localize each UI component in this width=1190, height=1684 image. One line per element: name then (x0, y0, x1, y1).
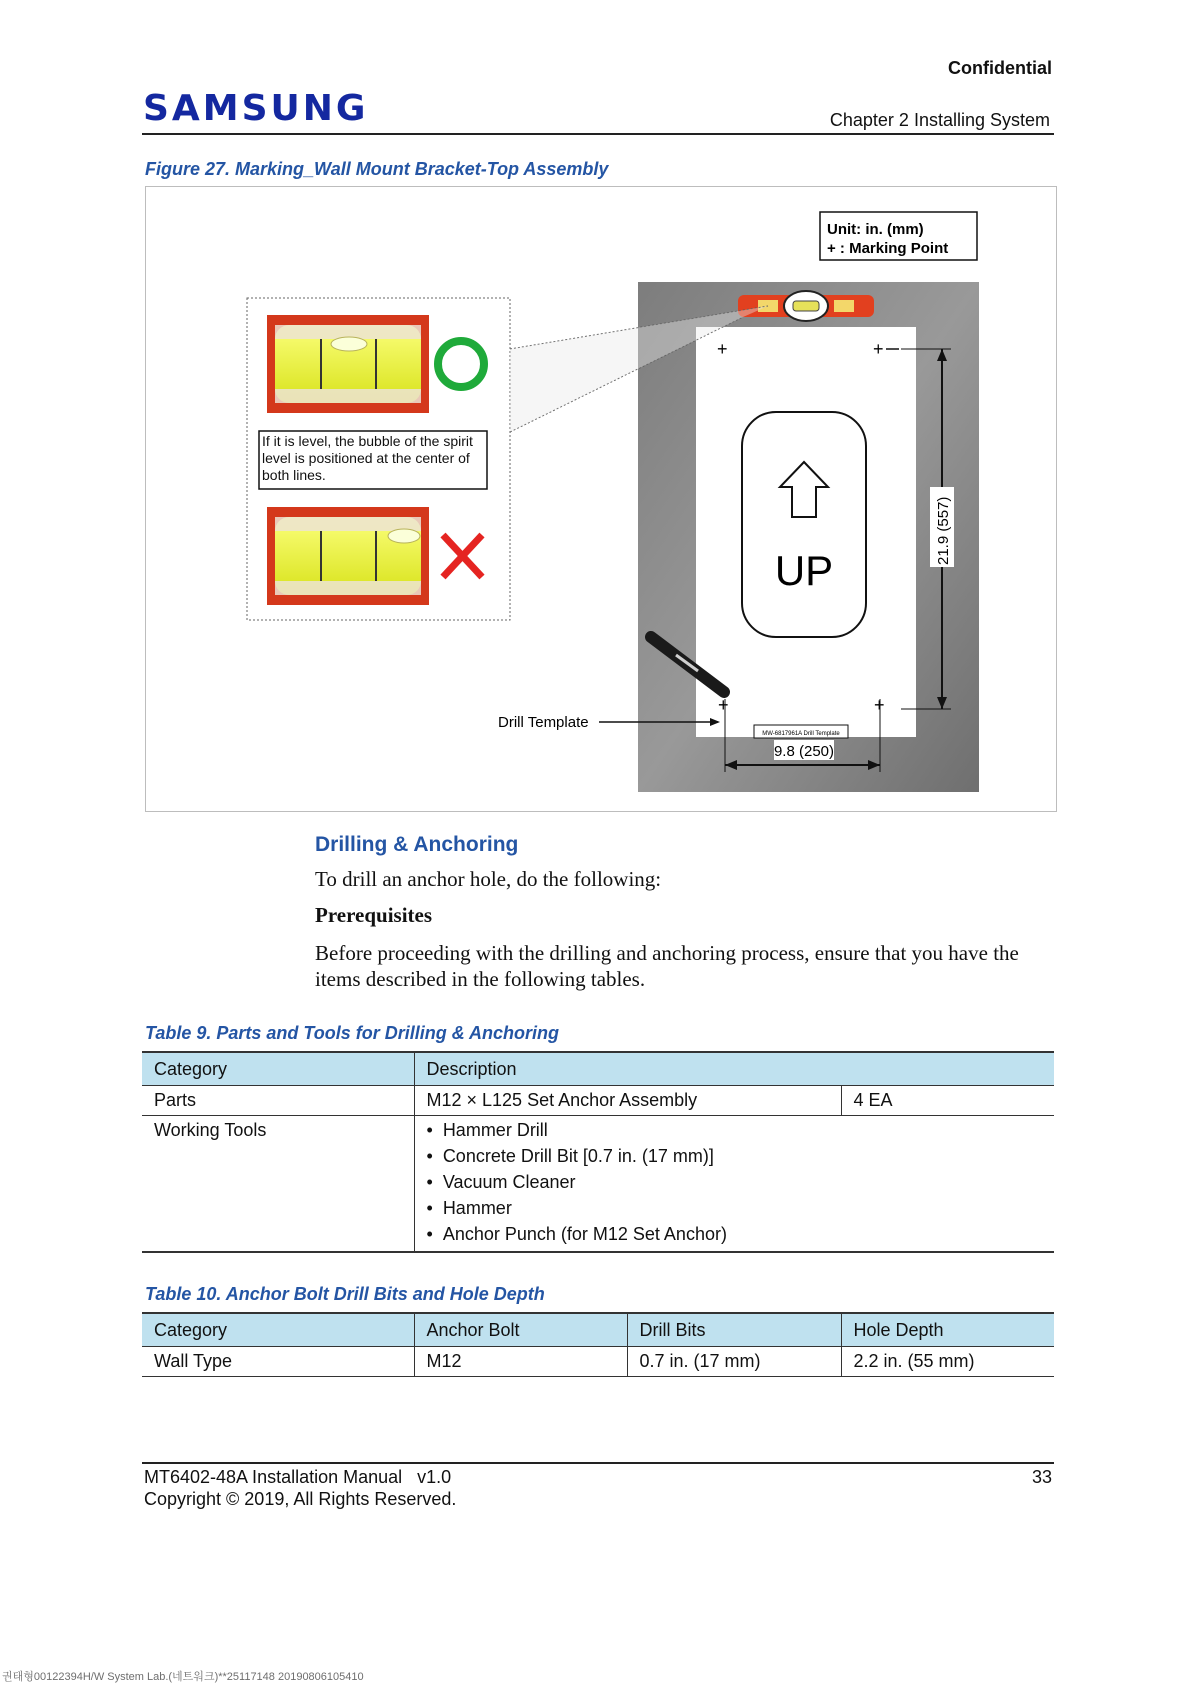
table9-caption: Table 9. Parts and Tools for Drilling & Anchoring (145, 1023, 560, 1043)
svg-text:+: + (718, 695, 729, 715)
table9-tools-category: Working Tools (154, 1120, 267, 1140)
template-tag: MW-6817961A Drill Template (762, 731, 840, 737)
legend-unit: Unit: in. (mm) (827, 221, 924, 238)
page-number: 33 (1031, 1467, 1052, 1487)
samsung-logo: SAMSUNG (143, 88, 369, 129)
drill-template-sheet (696, 327, 916, 737)
table10 (142, 1312, 1054, 1377)
table10-anchor-bolt: M12 (414, 1347, 627, 1377)
up-label: UP (774, 547, 834, 594)
table10-hole-depth: 2.2 in. (55 mm) (841, 1347, 1054, 1377)
svg-text:+: + (873, 339, 884, 359)
table10-header-hole-depth: Hole Depth (841, 1313, 1054, 1347)
table10-caption: Table 10. Anchor Bolt Drill Bits and Hole Depth (145, 1284, 545, 1304)
confidential-label: Confidential (948, 58, 1052, 78)
table9-header-description: Description (414, 1052, 1054, 1086)
prerequisites-heading: Prerequisites (315, 903, 433, 927)
drill-template-label: Drill Template (498, 714, 589, 731)
list-item: • Concrete Drill Bit [0.7 in. (17 mm)] (427, 1143, 1043, 1169)
table9-parts-category: Parts (154, 1090, 197, 1110)
section-intro: To drill an anchor hole, do the following: (315, 867, 662, 891)
figure-caption: Figure 27. Marking_Wall Mount Bracket-Top Assembly (145, 159, 609, 179)
wall-photo (638, 282, 979, 792)
level-incorrect-image (267, 507, 429, 605)
watermark-stamp: 권태형00122394H/W System Lab.(네트워크)**25117148 20190806105410 (2, 1671, 364, 1683)
table10-header-category: Category (142, 1313, 414, 1347)
table10-header-drill-bits: Drill Bits (627, 1313, 841, 1347)
level-note: If it is level, the bubble of the spirit level is positioned at the center of both lines. (262, 433, 473, 483)
level-correct-image (267, 315, 429, 413)
chapter-title: Chapter 2 Installing System (829, 110, 1050, 130)
footer-manual: MT6402-48A Installation Manual v1.0 (144, 1467, 452, 1487)
dim-vertical: 21.9 (557) (935, 496, 952, 565)
table10-drill-bits: 0.7 in. (17 mm) (627, 1347, 841, 1377)
figure-27 (145, 186, 1057, 812)
section-heading: Drilling & Anchoring (315, 833, 519, 856)
svg-text:+: + (874, 695, 885, 715)
legend-marking: + : Marking Point (827, 240, 949, 257)
list-item: • Vacuum Cleaner (427, 1169, 1043, 1195)
table9-parts-qty: 4 EA (841, 1086, 1054, 1116)
prerequisites-text: Before proceeding with the drilling and anchoring process, ensure that you have the items described in the following tables. (315, 941, 1019, 991)
footer-copyright: Copyright © 2019, All Rights Reserved. (144, 1489, 457, 1509)
svg-text:+: + (717, 339, 728, 359)
list-item: • Hammer Drill (427, 1117, 1043, 1143)
table9-header-category: Category (142, 1052, 414, 1086)
figure-illustration (146, 187, 1056, 811)
unit-legend (820, 212, 977, 260)
table9 (142, 1051, 1054, 1253)
list-item: • Hammer (427, 1195, 1043, 1221)
table10-wall-type: Wall Type (154, 1351, 233, 1371)
table10-header-anchor-bolt: Anchor Bolt (414, 1313, 627, 1347)
table9-parts-description: M12 × L125 Set Anchor Assembly (414, 1086, 841, 1116)
footer-divider (142, 1462, 1054, 1464)
dim-horizontal: 9.8 (250) (773, 743, 835, 760)
table9-tools-list (414, 1116, 1054, 1253)
list-item: • Anchor Punch (for M12 Set Anchor) (427, 1221, 1043, 1247)
header-divider (142, 133, 1054, 135)
